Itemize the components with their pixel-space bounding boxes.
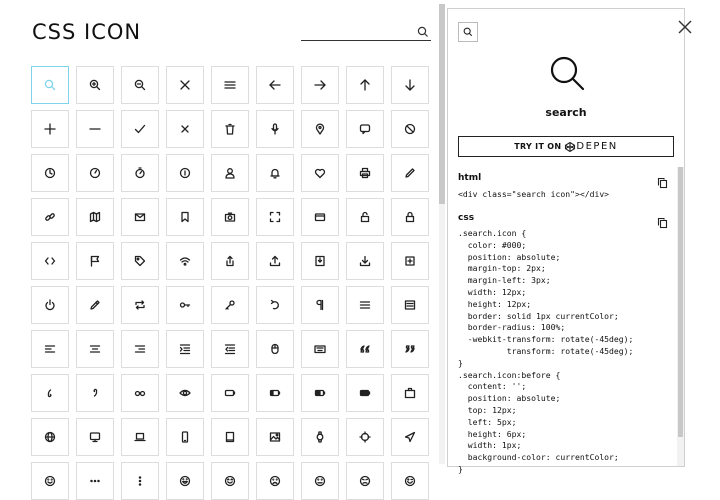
icon-tile-battery-half[interactable] <box>301 374 339 412</box>
location-icon <box>314 123 326 135</box>
icon-tile-outdent[interactable] <box>211 330 249 368</box>
icon-tile-phone[interactable] <box>166 418 204 456</box>
detail-search-icon[interactable] <box>458 22 478 42</box>
quote-left-icon <box>359 343 371 355</box>
code-icon <box>44 255 56 267</box>
icon-tile-minus[interactable] <box>76 110 114 148</box>
keyboard-icon <box>314 343 326 355</box>
icon-tile-align-left[interactable] <box>31 330 69 368</box>
icon-tile-timer[interactable] <box>121 154 159 192</box>
icon-tile-close[interactable] <box>166 66 204 104</box>
battery-full-icon <box>359 387 371 399</box>
icon-tile-monitor[interactable] <box>76 418 114 456</box>
monitor-icon <box>89 431 101 443</box>
icon-tile-pencil[interactable] <box>391 154 429 192</box>
copy-html-icon[interactable] <box>658 173 667 183</box>
icon-tile-link[interactable] <box>31 198 69 236</box>
icon-tile-send[interactable] <box>391 418 429 456</box>
icon-tile-key-alt[interactable] <box>211 286 249 324</box>
frown-icon <box>359 475 371 487</box>
icon-tile-check[interactable] <box>121 110 159 148</box>
wink-icon <box>404 475 416 487</box>
search-icon-preview <box>548 54 586 92</box>
icon-tile-laugh[interactable] <box>211 462 249 500</box>
outdent-icon <box>224 343 236 355</box>
icon-tile-printer[interactable] <box>346 154 384 192</box>
tablet-icon <box>224 431 236 443</box>
icon-tile-repeat[interactable] <box>121 286 159 324</box>
icon-grid <box>31 66 429 500</box>
icon-tile-target[interactable] <box>346 418 384 456</box>
icon-tile-briefcase[interactable] <box>391 374 429 412</box>
icon-tile-bell[interactable] <box>256 154 294 192</box>
icon-tile-ban[interactable] <box>391 110 429 148</box>
try-label: TRY IT ON <box>514 142 562 151</box>
user-icon <box>224 167 236 179</box>
upload-icon <box>269 255 281 267</box>
comma-right-icon <box>89 387 101 399</box>
icon-tile-eye[interactable] <box>166 374 204 412</box>
icon-tile-heart[interactable] <box>301 154 339 192</box>
icon-tile-arrow-up[interactable] <box>346 66 384 104</box>
search-icon <box>44 79 56 91</box>
icon-tile-comma-right[interactable] <box>76 374 114 412</box>
icon-tile-quote-left[interactable] <box>346 330 384 368</box>
edit-icon <box>89 299 101 311</box>
key-alt-icon <box>224 299 236 311</box>
laptop-icon <box>134 431 146 443</box>
arrow-left-icon <box>269 79 281 91</box>
icon-tile-microphone[interactable] <box>256 110 294 148</box>
icon-tile-indent[interactable] <box>166 330 204 368</box>
watch-icon <box>314 431 326 443</box>
icon-detail-panel <box>447 8 685 474</box>
external-icon <box>404 255 416 267</box>
icon-tile-menu[interactable] <box>211 66 249 104</box>
icon-tile-share[interactable] <box>211 242 249 280</box>
ban-icon <box>404 123 416 135</box>
icon-tile-list-alt[interactable] <box>391 286 429 324</box>
credit-card-icon <box>314 211 326 223</box>
align-right-icon <box>134 343 146 355</box>
icon-tile-edit[interactable] <box>76 286 114 324</box>
icon-tile-user[interactable] <box>211 154 249 192</box>
power-icon <box>44 299 56 311</box>
heart-icon <box>314 167 326 179</box>
icon-tile-credit-card[interactable] <box>301 198 339 236</box>
eye-icon <box>179 387 191 399</box>
close-icon <box>179 79 191 91</box>
search-input[interactable] <box>301 29 413 44</box>
icon-tile-save[interactable] <box>301 242 339 280</box>
more-vertical-icon <box>134 475 146 487</box>
icon-tile-timer-down[interactable] <box>166 154 204 192</box>
icon-tile-arrow-down[interactable] <box>391 66 429 104</box>
battery-low-icon <box>269 387 281 399</box>
tag-icon <box>134 255 146 267</box>
icon-tile-meh[interactable] <box>301 462 339 500</box>
arrow-down-icon <box>404 79 416 91</box>
icon-tile-map[interactable] <box>76 198 114 236</box>
map-icon <box>89 211 101 223</box>
icon-tile-power[interactable] <box>31 286 69 324</box>
icon-tile-key[interactable] <box>166 286 204 324</box>
icon-tile-arrow-left[interactable] <box>256 66 294 104</box>
battery-empty-icon <box>224 387 236 399</box>
html-code: <div class="search icon"></div> <box>458 189 610 199</box>
mouse-icon <box>269 343 281 355</box>
close-icon[interactable] <box>678 19 692 33</box>
icon-tile-smile[interactable] <box>31 462 69 500</box>
undo-icon <box>269 299 281 311</box>
icon-tile-zoom-in[interactable] <box>76 66 114 104</box>
icon-tile-download[interactable] <box>346 242 384 280</box>
search-bar <box>301 24 431 41</box>
detail-scrollbar-thumb[interactable] <box>678 167 683 437</box>
icon-tile-more-vertical[interactable] <box>121 462 159 500</box>
arrow-up-icon <box>359 79 371 91</box>
unlock-icon <box>359 211 371 223</box>
icon-tile-tablet[interactable] <box>211 418 249 456</box>
icon-tile-laptop[interactable] <box>121 418 159 456</box>
laugh-icon <box>224 475 236 487</box>
icon-tile-glasses[interactable] <box>121 374 159 412</box>
speedometer-icon <box>89 167 101 179</box>
icon-tile-zoom-out[interactable] <box>121 66 159 104</box>
target-icon <box>359 431 371 443</box>
icon-tile-unlock[interactable] <box>346 198 384 236</box>
meh-icon <box>314 475 326 487</box>
codepen-brand-label: DEPEN <box>576 141 618 152</box>
try-on-codepen-button[interactable] <box>458 136 674 157</box>
zoom-in-icon <box>89 79 101 91</box>
css-code: .search.icon { color: #000; position: absolute; margin-top: 2px; margin-left: 3px; width: 12px; height: 12px; border: solid 1px currentColor; border-radius: 100%; -webkit-transform: rotate(-45deg); transform: rotate(-45deg); } .search.icon:before { content: ''; position: absolute; top: 12px; left: 5px; height: 6px; width: 1px; background-color: currentColor; } <box>458 228 634 474</box>
main-scrollbar[interactable] <box>439 4 445 464</box>
codepen-logo-icon <box>565 142 575 152</box>
battery-half-icon <box>314 387 326 399</box>
flag-icon <box>89 255 101 267</box>
icon-tile-clock[interactable] <box>31 154 69 192</box>
icon-tile-image[interactable] <box>256 418 294 456</box>
minus-icon <box>89 123 101 135</box>
zoom-out-icon <box>134 79 146 91</box>
pilcrow-icon <box>314 299 326 311</box>
menu-icon <box>224 79 236 91</box>
icon-tile-bookmark[interactable] <box>166 198 204 236</box>
repeat-icon <box>134 299 146 311</box>
icon-tile-frown[interactable] <box>346 462 384 500</box>
bell-icon <box>269 167 281 179</box>
icon-tile-lock[interactable] <box>391 198 429 236</box>
bookmark-icon <box>179 211 191 223</box>
icon-tile-keyboard[interactable] <box>301 330 339 368</box>
icon-tile-mail[interactable] <box>121 198 159 236</box>
link-icon <box>44 211 56 223</box>
codepen-brand <box>564 141 617 152</box>
share-icon <box>224 255 236 267</box>
icon-tile-trash[interactable] <box>211 110 249 148</box>
image-icon <box>269 431 281 443</box>
comment-icon <box>359 123 371 135</box>
icon-name: search <box>545 106 587 119</box>
more-icon <box>89 475 101 487</box>
phone-icon <box>179 431 191 443</box>
briefcase-icon <box>404 387 416 399</box>
icon-tile-external[interactable] <box>391 242 429 280</box>
key-icon <box>179 299 191 311</box>
icon-tile-align-center[interactable] <box>76 330 114 368</box>
icon-tile-wifi[interactable] <box>166 242 204 280</box>
sad-icon <box>269 475 281 487</box>
icon-tile-location[interactable] <box>301 110 339 148</box>
icon-tile-globe[interactable] <box>31 418 69 456</box>
copy-css-icon[interactable] <box>658 213 667 223</box>
cross-icon <box>179 123 191 135</box>
icon-tile-quote-right[interactable] <box>391 330 429 368</box>
search-icon[interactable] <box>417 26 429 38</box>
page-title: CSS ICON <box>32 20 142 44</box>
clock-icon <box>44 167 56 179</box>
glasses-icon <box>134 387 146 399</box>
detail-scrollbar[interactable] <box>677 167 684 466</box>
lock-icon <box>404 211 416 223</box>
align-left-icon <box>44 343 56 355</box>
list-alt-icon <box>404 299 416 311</box>
smile-icon <box>44 475 56 487</box>
printer-icon <box>359 167 371 179</box>
icon-tile-more[interactable] <box>76 462 114 500</box>
timer-icon <box>134 167 146 179</box>
grin-icon <box>179 475 191 487</box>
icon-tile-undo[interactable] <box>256 286 294 324</box>
microphone-icon <box>269 123 281 135</box>
icon-tile-search[interactable] <box>31 66 69 104</box>
indent-icon <box>179 343 191 355</box>
plus-icon <box>44 123 56 135</box>
icon-tile-sad[interactable] <box>256 462 294 500</box>
icon-tile-wink[interactable] <box>391 462 429 500</box>
icon-tile-comma-left[interactable] <box>31 374 69 412</box>
send-icon <box>404 431 416 443</box>
icon-tile-mouse[interactable] <box>256 330 294 368</box>
fullscreen-icon <box>269 211 281 223</box>
icon-tile-camera[interactable] <box>211 198 249 236</box>
globe-icon <box>44 431 56 443</box>
icon-tile-code[interactable] <box>31 242 69 280</box>
icon-tile-speedometer[interactable] <box>76 154 114 192</box>
icon-tile-grin[interactable] <box>166 462 204 500</box>
icon-tile-battery-full[interactable] <box>346 374 384 412</box>
icon-tile-fullscreen[interactable] <box>256 198 294 236</box>
mail-icon <box>134 211 146 223</box>
camera-icon <box>224 211 236 223</box>
check-icon <box>134 123 146 135</box>
comma-left-icon <box>44 387 56 399</box>
icon-tile-pilcrow[interactable] <box>301 286 339 324</box>
trash-icon <box>224 123 236 135</box>
icon-tile-arrow-right[interactable] <box>301 66 339 104</box>
quote-right-icon <box>404 343 416 355</box>
icon-tile-comment[interactable] <box>346 110 384 148</box>
align-center-icon <box>89 343 101 355</box>
icon-tile-battery-low[interactable] <box>256 374 294 412</box>
icon-tile-plus[interactable] <box>31 110 69 148</box>
icon-tile-cross[interactable] <box>166 110 204 148</box>
html-label: html <box>458 173 482 183</box>
icon-tile-upload[interactable] <box>256 242 294 280</box>
pencil-icon <box>404 167 416 179</box>
css-label: css <box>458 213 475 223</box>
main-scrollbar-thumb[interactable] <box>439 4 445 204</box>
icon-tile-flag[interactable] <box>76 242 114 280</box>
icon-tile-align-right[interactable] <box>121 330 159 368</box>
icon-tile-watch[interactable] <box>301 418 339 456</box>
icon-tile-tag[interactable] <box>121 242 159 280</box>
list-icon <box>359 299 371 311</box>
wifi-icon <box>179 255 191 267</box>
icon-tile-list[interactable] <box>346 286 384 324</box>
icon-tile-battery-empty[interactable] <box>211 374 249 412</box>
arrow-right-icon <box>314 79 326 91</box>
save-icon <box>314 255 326 267</box>
timer-down-icon <box>179 167 191 179</box>
download-icon <box>359 255 371 267</box>
